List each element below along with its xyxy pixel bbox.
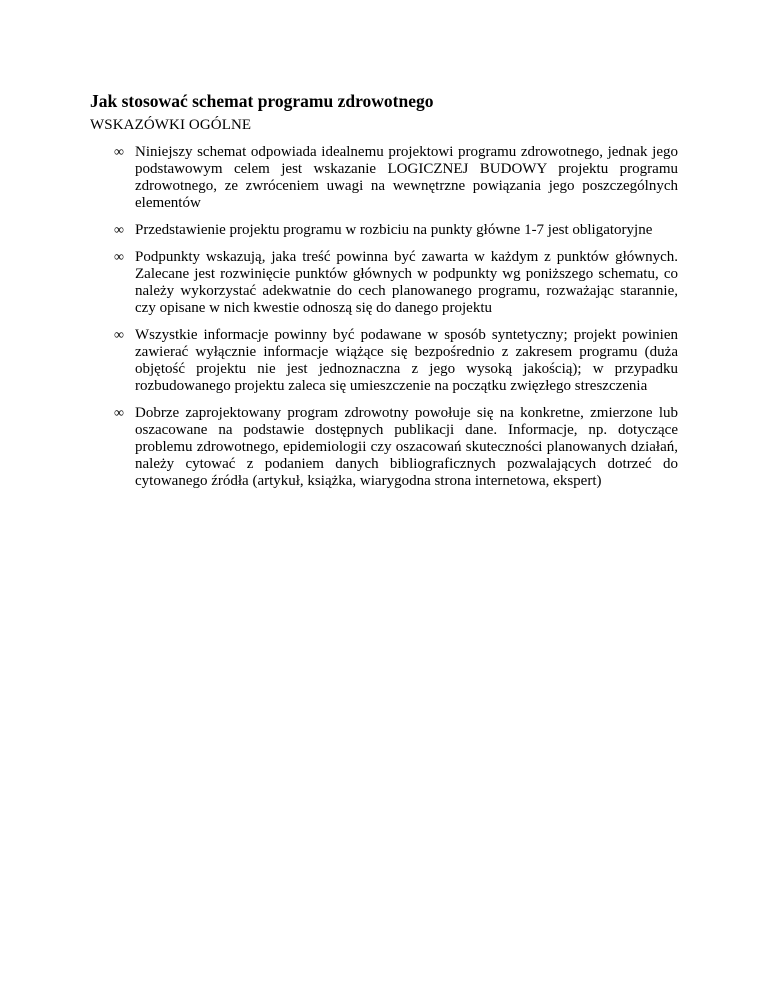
list-item xyxy=(90,327,678,395)
infinity-bullet-icon: ∞ xyxy=(114,406,124,421)
list-item xyxy=(90,144,678,212)
list-item xyxy=(90,405,678,490)
guidelines-list xyxy=(90,144,678,490)
list-item-text: Wszystkie informacje powinny być podawane w sposób syntetyczny; projekt powinien zawierać wyłącznie informacje wiążące się bezpośrednio z zakresem programu (duża objętość projektu nie jest jednoznaczna z jego wysoką jakością); w przypadku rozbudowanego projektu zaleca się umieszczenie na początku zwięzłego streszczenia xyxy=(135,327,678,394)
document-content xyxy=(90,90,678,500)
infinity-bullet-icon: ∞ xyxy=(114,145,124,160)
list-item-text: Podpunkty wskazują, jaka treść powinna być zawarta w każdym z punktów głównych. Zalecane jest rozwinięcie punktów głównych w podpunkty wg poniższego schematu, co należy wykorzystać adekwatnie do cech planowanego programu, rozważając starannie, czy opisane w nich kwestie odnoszą się do danego projektu xyxy=(135,249,678,316)
infinity-bullet-icon: ∞ xyxy=(114,250,124,265)
list-item-text: Przedstawienie projektu programu w rozbiciu na punkty główne 1-7 jest obligatoryjne xyxy=(135,222,653,238)
section-heading: WSKAZÓWKI OGÓLNE xyxy=(90,117,252,133)
list-item-text: Dobrze zaprojektowany program zdrowotny powołuje się na konkretne, zmierzone lub oszacowane na podstawie dostępnych publikacji dane. Informacje, np. dotyczące problemu zdrowotnego, epidemiologii czy oszacowań skuteczności planowanych działań, należy cytować z podaniem danych bibliograficznych pozwalających dotrzeć do cytowanego źródła (artykuł, książka, wiarygodna strona internetowa, ekspert) xyxy=(135,405,678,489)
infinity-bullet-icon: ∞ xyxy=(114,223,124,238)
list-item-text: Niniejszy schemat odpowiada idealnemu projektowi programu zdrowotnego, jednak jego podstawowym celem jest wskazanie LOGICZNEJ BUDOWY projektu programu zdrowotnego, ze zwróceniem uwagi na wewnętrzne powiązania jego poszczególnych elementów xyxy=(135,144,678,211)
list-item xyxy=(90,222,678,239)
list-item xyxy=(90,249,678,317)
document-title: Jak stosować schemat programu zdrowotnego xyxy=(90,91,434,111)
infinity-bullet-icon: ∞ xyxy=(114,328,124,343)
